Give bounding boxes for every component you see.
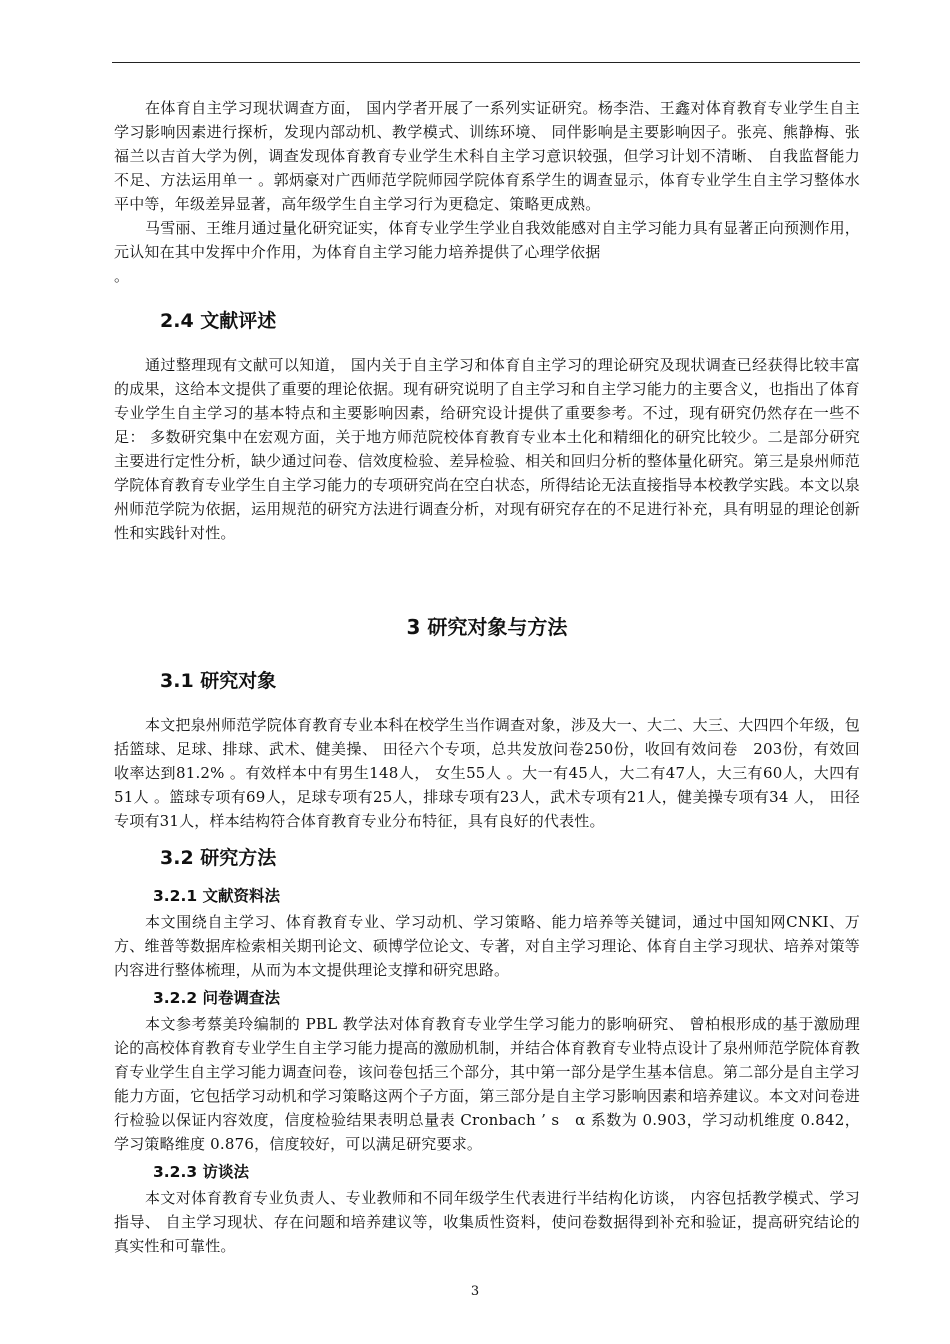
heading-3-2-3: 3.2.3 访谈法	[153, 1163, 250, 1181]
heading-3-2-2: 3.2.2 问卷调查法	[153, 989, 281, 1007]
header-rule	[112, 62, 860, 63]
heading-3: 3 研究对象与方法	[406, 615, 568, 639]
paragraph-questionnaire-method: 本文参考蔡美玲编制的 PBL 教学法对体育教育专业学生学习能力的影响研究、 曾柏根形成的基于激励理论的高校体育教育专业学生自主学习能力提高的激励机制，并结合体育教育专业特点设计了泉州师范学院体育教育专业学生自主学习能力调查问卷，该问卷包括三个部分，其中第一部分是学生基本信息。第二部分是自主学习能力方面，它包括学习动机和学习策略这两个子方面，第三部分是自主学习影响因素和培养建议。本文对问卷进行检验以保证内容效度，信度检验结果表明总量表 Cronbach ’ s α 系数为 0.903，学习动机维度 0.842，学习策略维度 0.876，信度较好，可以满足研究要求。	[114, 1015, 860, 1153]
paragraph-self-efficacy: 马雪丽、王维月通过量化研究证实，体育专业学生学业自我效能感对自主学习能力具有显著正向预测作用，元认知在其中发挥中介作用，为体育自主学习能力培养提供了心理学依据	[114, 219, 860, 261]
page-number: 3	[470, 1284, 480, 1299]
document-body	[114, 96, 860, 1258]
paragraph-literature-review: 通过整理现有文献可以知道， 国内关于自主学习和体育自主学习的理论研究及现状调查已经获得比较丰富的成果，这给本文提供了重要的理论依据。现有研究说明了自主学习和自主学习能力的主要含义，也指出了体育专业学生自主学习的基本特点和主要影响因素，给研究设计提供了重要参考。不过，现有研究仍然存在一些不足： 多数研究集中在宏观方面，关于地方师范院校体育教育专业本土化和精细化的研究比较少。二是部分研究主要进行定性分析，缺少通过问卷、信效度检验、差异检验、相关和回归分析的整体量化研究。第三是泉州师范学院体育教育专业学生自主学习能力的专项研究尚在空白状态，所得结论无法直接指导本校教学实践。本文以泉州师范学院为依据，运用规范的研究方法进行调查分析，对现有研究存在的不足进行补充，具有明显的理论创新性和实践针对性。	[114, 356, 860, 542]
paragraph-interview-method: 本文对体育教育专业负责人、专业教师和不同年级学生代表进行半结构化访谈， 内容包括教学模式、学习指导、 自主学习现状、存在问题和培养建议等，收集质性资料，使问卷数据得到补充和验证，提高研究结论的真实性和可靠性。	[114, 1189, 860, 1255]
heading-3-2: 3.2 研究方法	[160, 847, 277, 869]
paragraph-research-subjects: 本文把泉州师范学院体育教育专业本科在校学生当作调查对象，涉及大一、大二、大三、大四四个年级，包括篮球、足球、排球、武术、健美操、 田径六个专项，总共发放问卷250份，收回有效问卷 203份，有效回收率达到81.2% 。有效样本中有男生148人， 女生55人 。大一有45人，大二有47人，大三有60人，大四有51人 。篮球专项有69人，足球专项有25人，排球专项有23人，武术专项有21人，健美操专项有34 人， 田径专项有31人，样本结构符合体育教育专业分布特征，具有良好的代表性。	[114, 716, 860, 830]
paragraph-literature-method: 本文围绕自主学习、体育教育专业、学习动机、学习策略、能力培养等关键词，通过中国知网CNKI、万方、维普等数据库检索相关期刊论文、硕博学位论文、专著，对自主学习理论、体育自主学习现状、培养对策等内容进行整体梳理，从而为本文提供理论支撑和研究思路。	[114, 913, 860, 979]
paragraph-survey-review: 在体育自主学习现状调查方面， 国内学者开展了一系列实证研究。杨李浩、王鑫对体育教育专业学生自主学习影响因素进行探析，发现内部动机、教学模式、训练环境、 同伴影响是主要影响因子。张亮、熊静梅、张福兰以吉首大学为例，调查发现体育教育专业学生术科自主学习意识较强，但学习计划不清晰、 自我监督能力不足、方法运用单一 。郭炳豪对广西师范学院师园学院体育系学生的调查显示，体育专业学生自主学习整体水平中等，年级差异显著，高年级学生自主学习行为更稳定、策略更成熟。	[114, 99, 860, 213]
heading-2-4: 2.4 文献评述	[160, 310, 277, 332]
heading-3-1: 3.1 研究对象	[160, 670, 277, 692]
paragraph-trailing-mark: 。	[114, 267, 130, 285]
heading-3-2-1: 3.2.1 文献资料法	[153, 887, 281, 905]
